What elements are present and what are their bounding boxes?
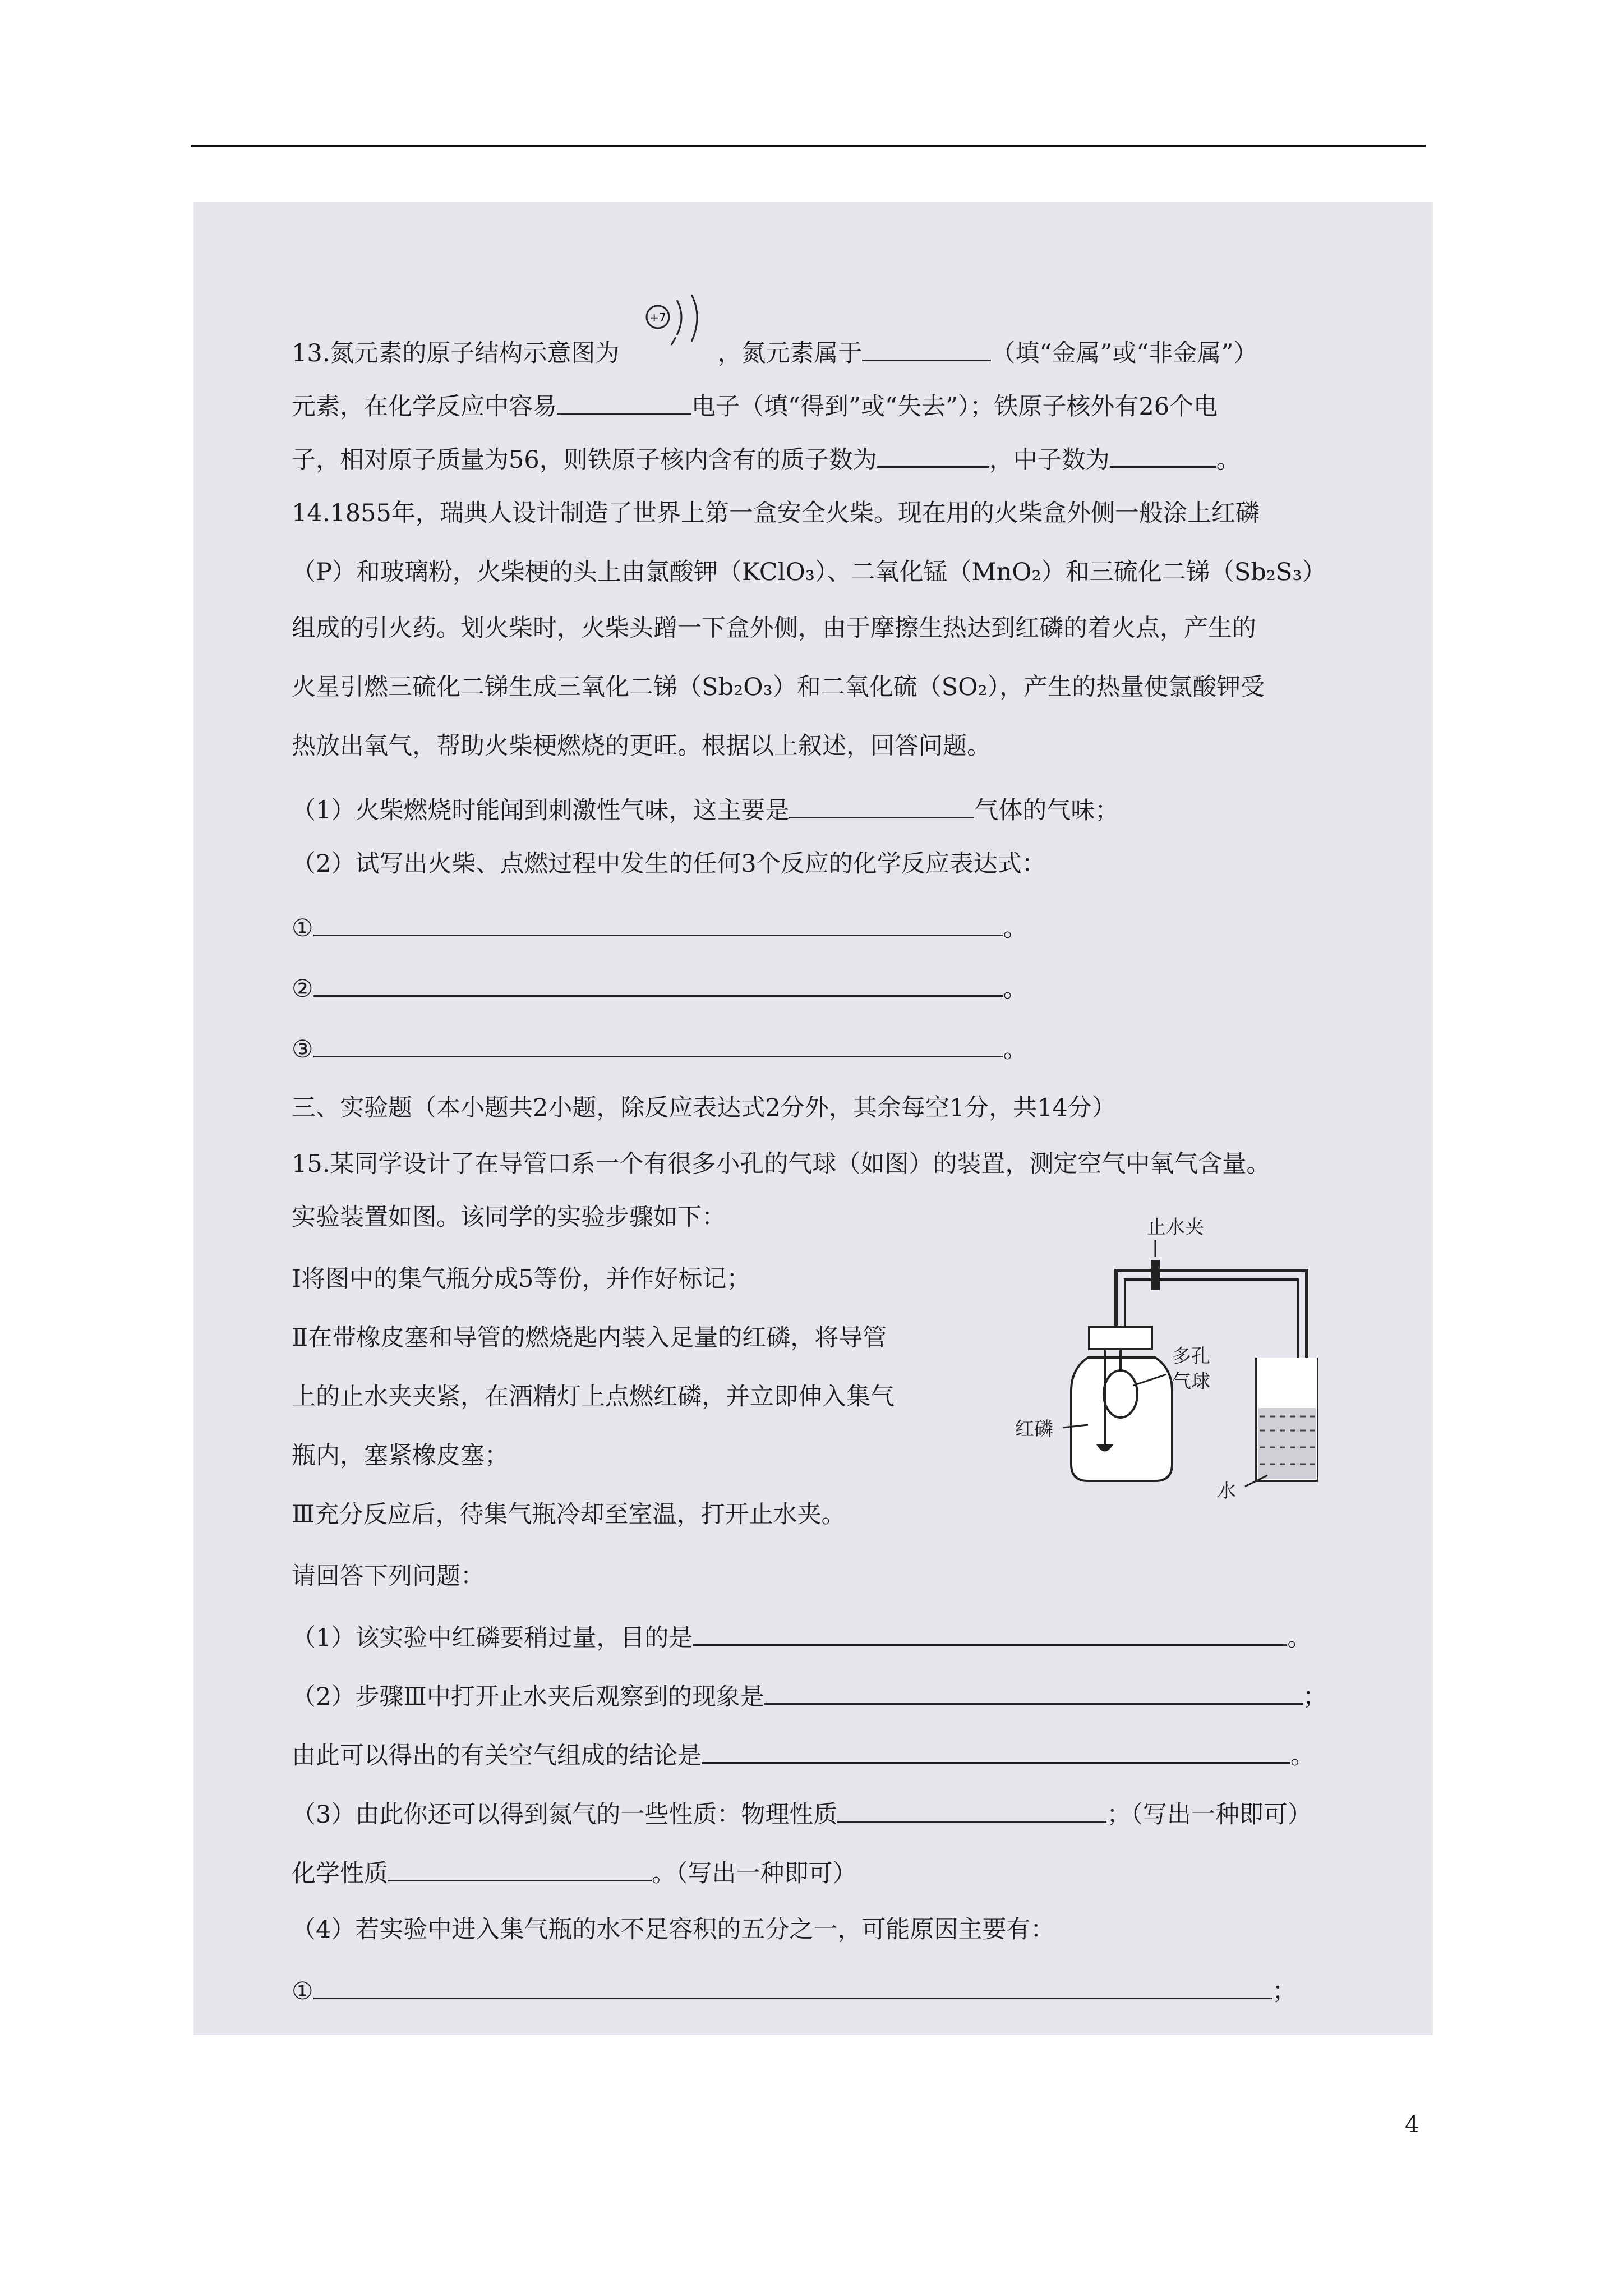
q15-prompt: 请回答下列问题：	[292, 1562, 485, 1590]
q15-sub3: （3）由此你还可以得到氮气的一些性质：物理性质 ；（写出一种即可）	[292, 1795, 1312, 1832]
q13-line1: 13.氮元素的原子结构示意图为 ，氮元素属于 （填“金属”或“非金属”）	[292, 334, 1257, 370]
q15-line1: 15.某同学设计了在导管口系一个有很多小孔的气球（如图）的装置，测定空气中氧气含量。	[292, 1150, 1271, 1178]
label-phosphorus: 红磷	[1015, 1418, 1053, 1441]
q14-answer-3: ③ 。	[292, 1030, 1027, 1066]
q14-blank-gas[interactable]	[789, 791, 974, 818]
experiment-apparatus	[1004, 1206, 1318, 1500]
q15-step2a: Ⅱ在带橡皮塞和导管的燃烧匙内装入足量的红磷，将导管	[292, 1324, 887, 1352]
q15-step2b: 上的止水夹夹紧，在酒精灯上点燃红磷，并立即伸入集气	[292, 1383, 895, 1411]
label-balloon-1: 多孔	[1172, 1345, 1210, 1368]
nitrogen-atom-structure-icon	[642, 295, 726, 351]
q14-sub2: （2）试写出火柴、点燃过程中发生的任何3个反应的化学反应表达式：	[292, 850, 1046, 878]
q14-answer-blank-2[interactable]	[313, 969, 1003, 997]
q15-line2: 实验装置如图。该同学的实验步骤如下：	[292, 1203, 726, 1231]
clamp-shape	[1151, 1260, 1160, 1290]
q14-answer-blank-1[interactable]	[313, 909, 1003, 936]
q14-line3: 组成的引火药。划火柴时，火柴头蹭一下盒外侧，由于摩擦生热达到红磷的着火点，产生的	[292, 614, 1256, 642]
q14-line2: （P）和玻璃粉，火柴梗的头上由氯酸钾（KClO₃）、二氧化锰（MnO₂）和三硫化二锑（Sb₂S₃）	[292, 558, 1326, 586]
atom-nucleus-label: +7	[649, 311, 666, 324]
q15-sub4a: ① ；	[292, 1972, 1297, 2008]
q13-blank-protons[interactable]	[877, 440, 989, 468]
q15-step1: Ⅰ将图中的集气瓶分成5等份，并作好标记；	[292, 1265, 751, 1293]
q13-blank-type[interactable]	[862, 334, 991, 361]
q15-blank-conclusion[interactable]	[702, 1736, 1290, 1764]
q14-line4: 火星引燃三硫化二锑生成三氧化二锑（Sb₂O₃）和二氧化硫（SO₂），产生的热量使氯酸钾受	[292, 673, 1265, 701]
q15-sub2: （2）步骤Ⅲ中打开止水夹后观察到的现象是 ；	[292, 1677, 1327, 1714]
q14-sub1: （1）火柴燃烧时能闻到刺激性气味，这主要是 气体的气味；	[292, 791, 1119, 827]
q14-line1: 14.1855年，瑞典人设计制造了世界上第一盒安全火柴。现在用的火柴盒外侧一般涂上红磷	[292, 499, 1260, 527]
page-number: 4	[1405, 2112, 1419, 2138]
q15-step3: Ⅲ充分反应后，待集气瓶冷却至室温，打开止水夹。	[292, 1501, 846, 1529]
label-balloon-2: 气球	[1172, 1370, 1210, 1393]
q15-blank-reason-1[interactable]	[313, 1972, 1272, 1999]
q14-answer-1: ① 。	[292, 909, 1027, 945]
q15-sub4: （4）若实验中进入集气瓶的水不足容积的五分之一，可能原因主要有：	[292, 1916, 1055, 1944]
label-clamp: 止水夹	[1147, 1216, 1204, 1239]
q15-blank-physical[interactable]	[837, 1795, 1106, 1823]
q14-answer-2: ② 。	[292, 969, 1027, 1006]
q14-line5: 热放出氧气，帮助火柴梗燃烧的更旺。根据以上叙述，回答问题。	[292, 732, 991, 760]
q15-step2c: 瓶内，塞紧橡皮塞；	[292, 1442, 509, 1470]
q15-sub3c: 化学性质 。（写出一种即可）	[292, 1854, 857, 1890]
q13-blank-electron[interactable]	[557, 387, 691, 415]
q13-line3: 子，相对原子质量为56，则铁原子核内含有的质子数为 ，中子数为 。	[292, 440, 1241, 477]
gas-bottle-shape	[1071, 1358, 1172, 1481]
label-water: 水	[1217, 1480, 1236, 1502]
q15-sub1: （1）该实验中红磷要稍过量，目的是 。	[292, 1618, 1311, 1655]
header-rule	[191, 145, 1426, 147]
q15-blank-chemical[interactable]	[388, 1854, 652, 1881]
q15-blank-phenomenon[interactable]	[764, 1677, 1303, 1705]
q13-blank-neutrons[interactable]	[1110, 440, 1216, 468]
q14-answer-blank-3[interactable]	[313, 1030, 1003, 1057]
q13-line2: 元素，在化学反应中容易 电子（填“得到”或“失去”）；铁原子核外有26个电	[292, 387, 1218, 424]
apparatus-drawing	[1004, 1206, 1318, 1498]
section3-title: 三、实验题（本小题共2小题，除反应表达式2分外，其余每空1分，共14分）	[292, 1094, 1116, 1122]
q15-blank-purpose[interactable]	[693, 1618, 1287, 1646]
q15-sub2b: 由此可以得出的有关空气组成的结论是 。	[292, 1736, 1315, 1773]
